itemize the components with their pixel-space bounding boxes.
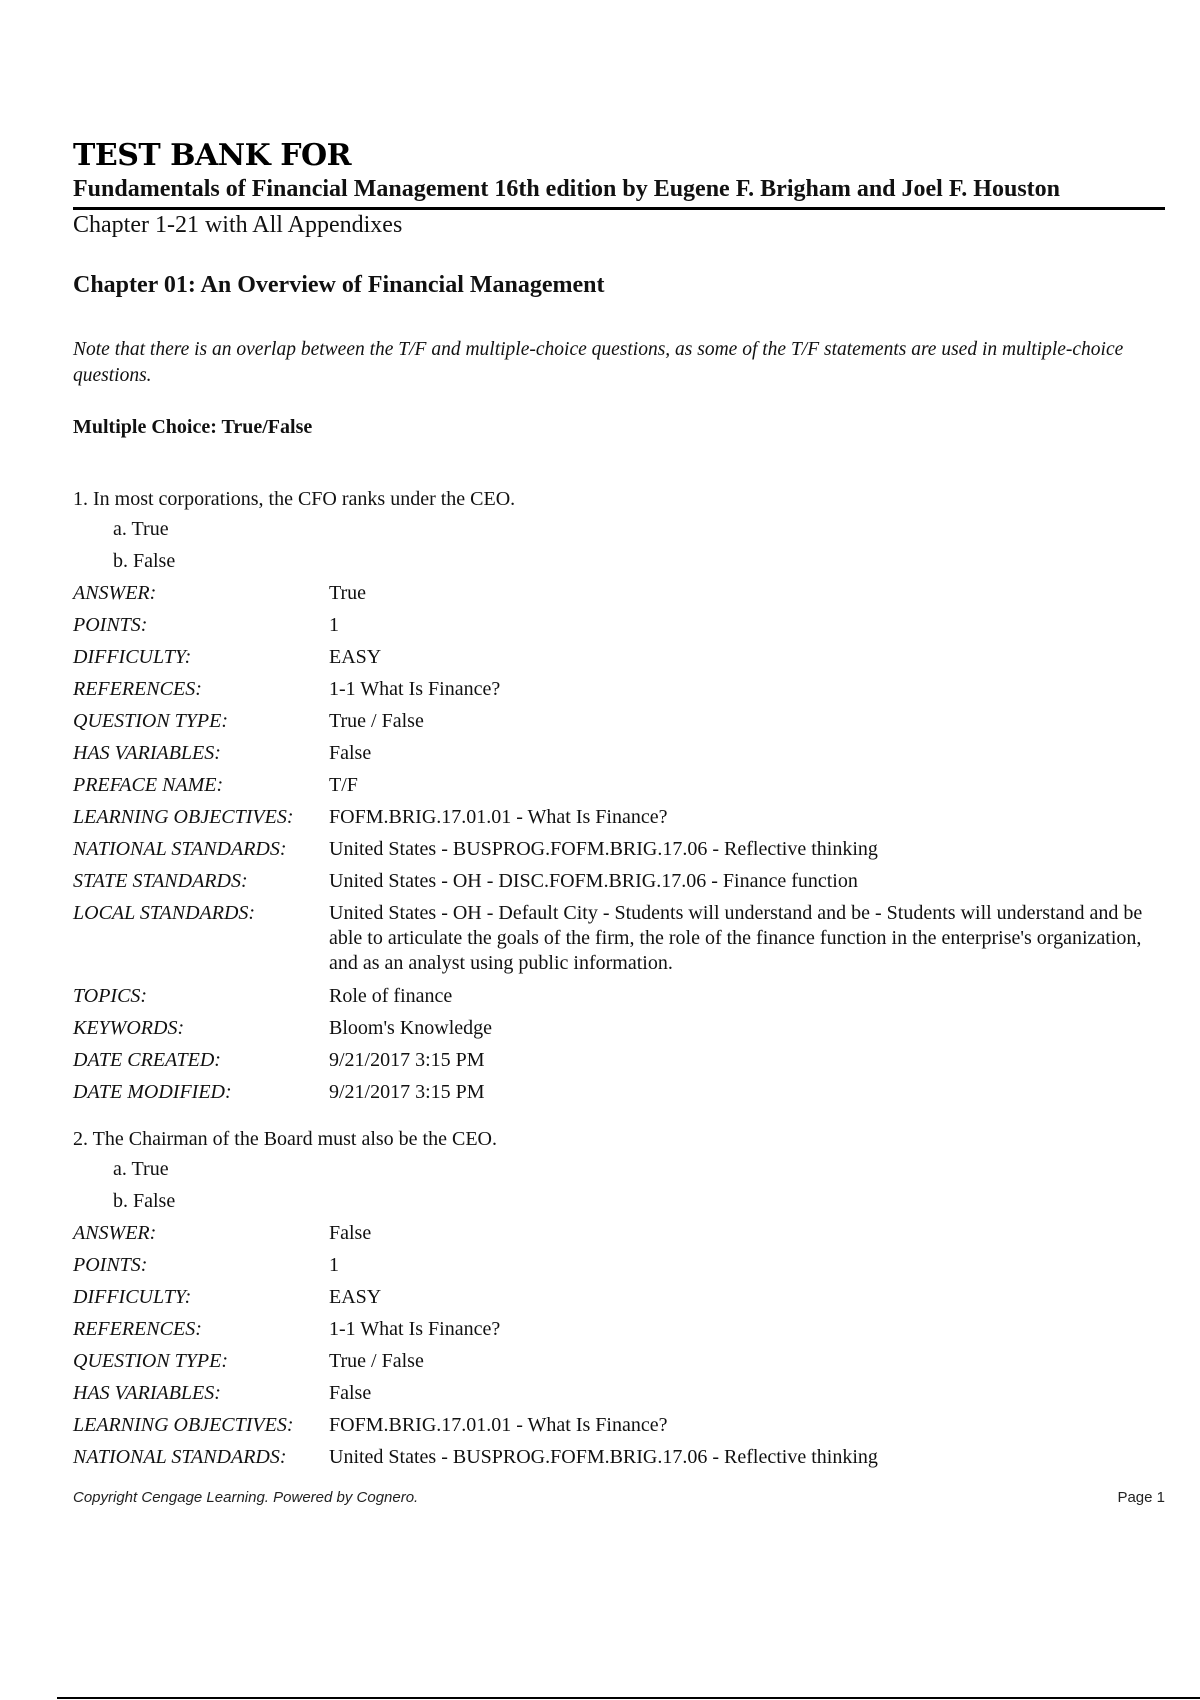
meta-label: QUESTION TYPE:	[73, 710, 229, 732]
meta-has-variables	[73, 1377, 1165, 1409]
meta-label: ANSWER:	[73, 1222, 157, 1244]
meta-points	[73, 609, 1165, 641]
meta-label: REFERENCES:	[73, 678, 202, 700]
meta-learning-objectives	[73, 1409, 1165, 1441]
meta-value: Bloom's Knowledge	[329, 1017, 493, 1039]
meta-value: False	[329, 1222, 372, 1244]
meta-label: DIFFICULTY:	[73, 1286, 192, 1308]
meta-value: Role of finance	[329, 985, 453, 1007]
copyright-text: Copyright Cengage Learning. Powered by Cognero.	[73, 1489, 419, 1506]
meta-label: LEARNING OBJECTIVES:	[73, 1414, 294, 1436]
book-title: Fundamentals of Financial Management 16th edition by Eugene F. Brigham and Joel F. Houston	[73, 176, 1060, 202]
meta-value: True / False	[329, 1350, 424, 1372]
meta-value: United States - BUSPROG.FOFM.BRIG.17.06 - Reflective thinking	[329, 838, 878, 860]
option-b: b. False	[113, 1190, 176, 1212]
meta-learning-objectives	[73, 801, 1165, 833]
meta-date-modified	[73, 1076, 1165, 1108]
meta-label: HAS VARIABLES:	[73, 742, 221, 764]
meta-label: NATIONAL STANDARDS:	[73, 838, 287, 860]
meta-has-variables	[73, 737, 1165, 769]
meta-value: 9/21/2017 3:15 PM	[329, 1081, 485, 1103]
meta-state-standards	[73, 865, 1165, 897]
meta-value: EASY	[329, 1286, 382, 1308]
meta-local-standards	[73, 897, 1165, 980]
meta-value: 1	[329, 1254, 339, 1276]
meta-preface-name	[73, 769, 1165, 801]
meta-value: False	[329, 742, 372, 764]
meta-label: LEARNING OBJECTIVES:	[73, 806, 294, 828]
meta-question-type	[73, 705, 1165, 737]
section-heading: Multiple Choice: True/False	[73, 416, 313, 438]
meta-national-standards	[73, 1441, 1165, 1473]
meta-references	[73, 1313, 1165, 1345]
meta-label: DATE CREATED:	[73, 1049, 221, 1071]
meta-date-created	[73, 1044, 1165, 1076]
meta-label: QUESTION TYPE:	[73, 1350, 229, 1372]
meta-value: T/F	[329, 774, 358, 796]
meta-value: United States - BUSPROG.FOFM.BRIG.17.06 - Reflective thinking	[329, 1446, 878, 1468]
meta-value: 1-1 What Is Finance?	[329, 678, 501, 700]
meta-value: 1	[329, 614, 339, 636]
chapter-title: Chapter 01: An Overview of Financial Management	[73, 272, 605, 298]
meta-label: STATE STANDARDS:	[73, 870, 248, 892]
meta-label: LOCAL STANDARDS:	[73, 902, 256, 924]
meta-label: TOPICS:	[73, 985, 148, 1007]
meta-label: NATIONAL STANDARDS:	[73, 1446, 287, 1468]
meta-question-type	[73, 1345, 1165, 1377]
meta-value: True / False	[329, 710, 424, 732]
option-a: a. True	[113, 518, 169, 540]
meta-label: DATE MODIFIED:	[73, 1081, 232, 1103]
meta-value: FOFM.BRIG.17.01.01 - What Is Finance?	[329, 806, 668, 828]
meta-references	[73, 673, 1165, 705]
question-1	[73, 485, 1165, 1108]
meta-national-standards	[73, 833, 1165, 865]
question-text: 1. In most corporations, the CFO ranks under the CEO.	[73, 488, 516, 510]
meta-value: 1-1 What Is Finance?	[329, 1318, 501, 1340]
meta-answer	[73, 577, 1165, 609]
meta-keywords	[73, 1012, 1165, 1044]
meta-value: United States - OH - DISC.FOFM.BRIG.17.06 - Finance function	[329, 870, 858, 892]
meta-label: POINTS:	[73, 1254, 148, 1276]
meta-label: ANSWER:	[73, 582, 157, 604]
meta-label: DIFFICULTY:	[73, 646, 192, 668]
meta-value: 9/21/2017 3:15 PM	[329, 1049, 485, 1071]
question-text: 2. The Chairman of the Board must also be the CEO.	[73, 1128, 497, 1150]
meta-points	[73, 1249, 1165, 1281]
meta-value: United States - OH - Default City - Students will understand and be - Students will understand and be able to articulate the goals of the firm, the role of the finance function in the enterprise's organization, and as an analyst using public information.	[329, 902, 1143, 974]
page-footer	[73, 1489, 1165, 1509]
meta-value: True	[329, 582, 367, 604]
bottom-rule	[57, 1697, 1200, 1699]
meta-label: REFERENCES:	[73, 1318, 202, 1340]
meta-difficulty	[73, 1281, 1165, 1313]
meta-topics	[73, 980, 1165, 1012]
question-2	[73, 1125, 1165, 1473]
chapter-range: Chapter 1-21 with All Appendixes	[73, 212, 403, 238]
meta-value: FOFM.BRIG.17.01.01 - What Is Finance?	[329, 1414, 668, 1436]
title-rule	[73, 207, 1165, 210]
test-bank-banner: TEST BANK FOR	[73, 138, 352, 173]
meta-value: False	[329, 1382, 372, 1404]
meta-difficulty	[73, 641, 1165, 673]
meta-label: HAS VARIABLES:	[73, 1382, 221, 1404]
page-number: Page 1	[1117, 1489, 1165, 1506]
meta-label: POINTS:	[73, 614, 148, 636]
option-b: b. False	[113, 550, 176, 572]
meta-label: KEYWORDS:	[73, 1017, 185, 1039]
meta-answer	[73, 1217, 1165, 1249]
meta-value: EASY	[329, 646, 382, 668]
meta-label: PREFACE NAME:	[73, 774, 224, 796]
option-a: a. True	[113, 1158, 169, 1180]
overlap-note: Note that there is an overlap between the T/F and multiple-choice questions, as some of the T/F statements are used in multiple-choice questions.	[73, 339, 1124, 386]
